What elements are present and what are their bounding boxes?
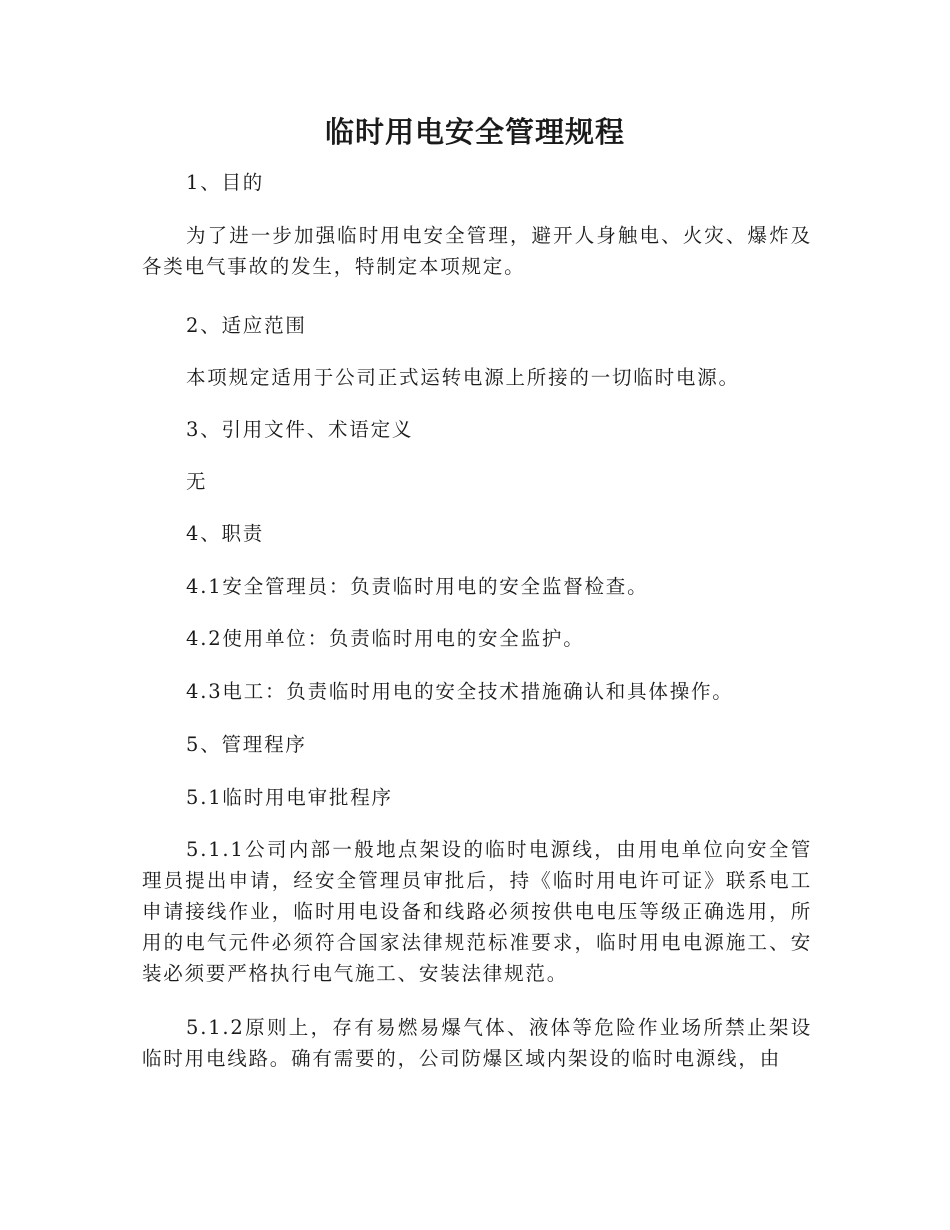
- paragraph-purpose: 为了进一步加强临时用电安全管理，避开人身触电、火灾、爆炸及各类电气事故的发生，特制定本项规定。: [142, 224, 812, 278]
- section-heading-purpose: 1、目的: [186, 171, 265, 194]
- section-heading-references: 3、引用文件、术语定义: [186, 418, 414, 441]
- paragraph-5-1-1: 5.1.1公司内部一般地点架设的临时电源线，由用电单位向安全管理员提出申请，经安全管理员审批后，持《临时用电许可证》联系电工申请接线作业，临时用电设备和线路必须按供电电压等级正确选用，所用的电气元件必须符合国家法律规范标准要求，临时用电电源施工、安装必须要严格执行电气施工、安装法律规范。: [142, 838, 812, 985]
- subsection-heading-approval: 5.1临时用电审批程序: [186, 786, 393, 809]
- section-heading-procedure: 5、管理程序: [186, 733, 307, 756]
- paragraph-references: 无: [186, 470, 208, 493]
- section-heading-duties: 4、职责: [186, 522, 265, 545]
- duty-item-safety-officer: 4.1安全管理员：负责临时用电的安全监督检查。: [186, 575, 649, 598]
- paragraph-5-1-2: 5.1.2原则上，存有易燃易爆气体、液体等危险作业场所禁止架设临时用电线路。确有需要的，公司防爆区域内架设的临时电源线，由: [142, 1016, 812, 1070]
- page-title: 临时用电安全管理规程: [324, 115, 625, 149]
- section-heading-scope: 2、适应范围: [186, 314, 307, 337]
- paragraph-scope: 本项规定适用于公司正式运转电源上所接的一切临时电源。: [186, 366, 740, 389]
- duty-item-user-unit: 4.2使用单位：负责临时用电的安全监护。: [186, 627, 585, 650]
- duty-item-electrician: 4.3电工：负责临时用电的安全技术措施确认和具体操作。: [186, 680, 734, 703]
